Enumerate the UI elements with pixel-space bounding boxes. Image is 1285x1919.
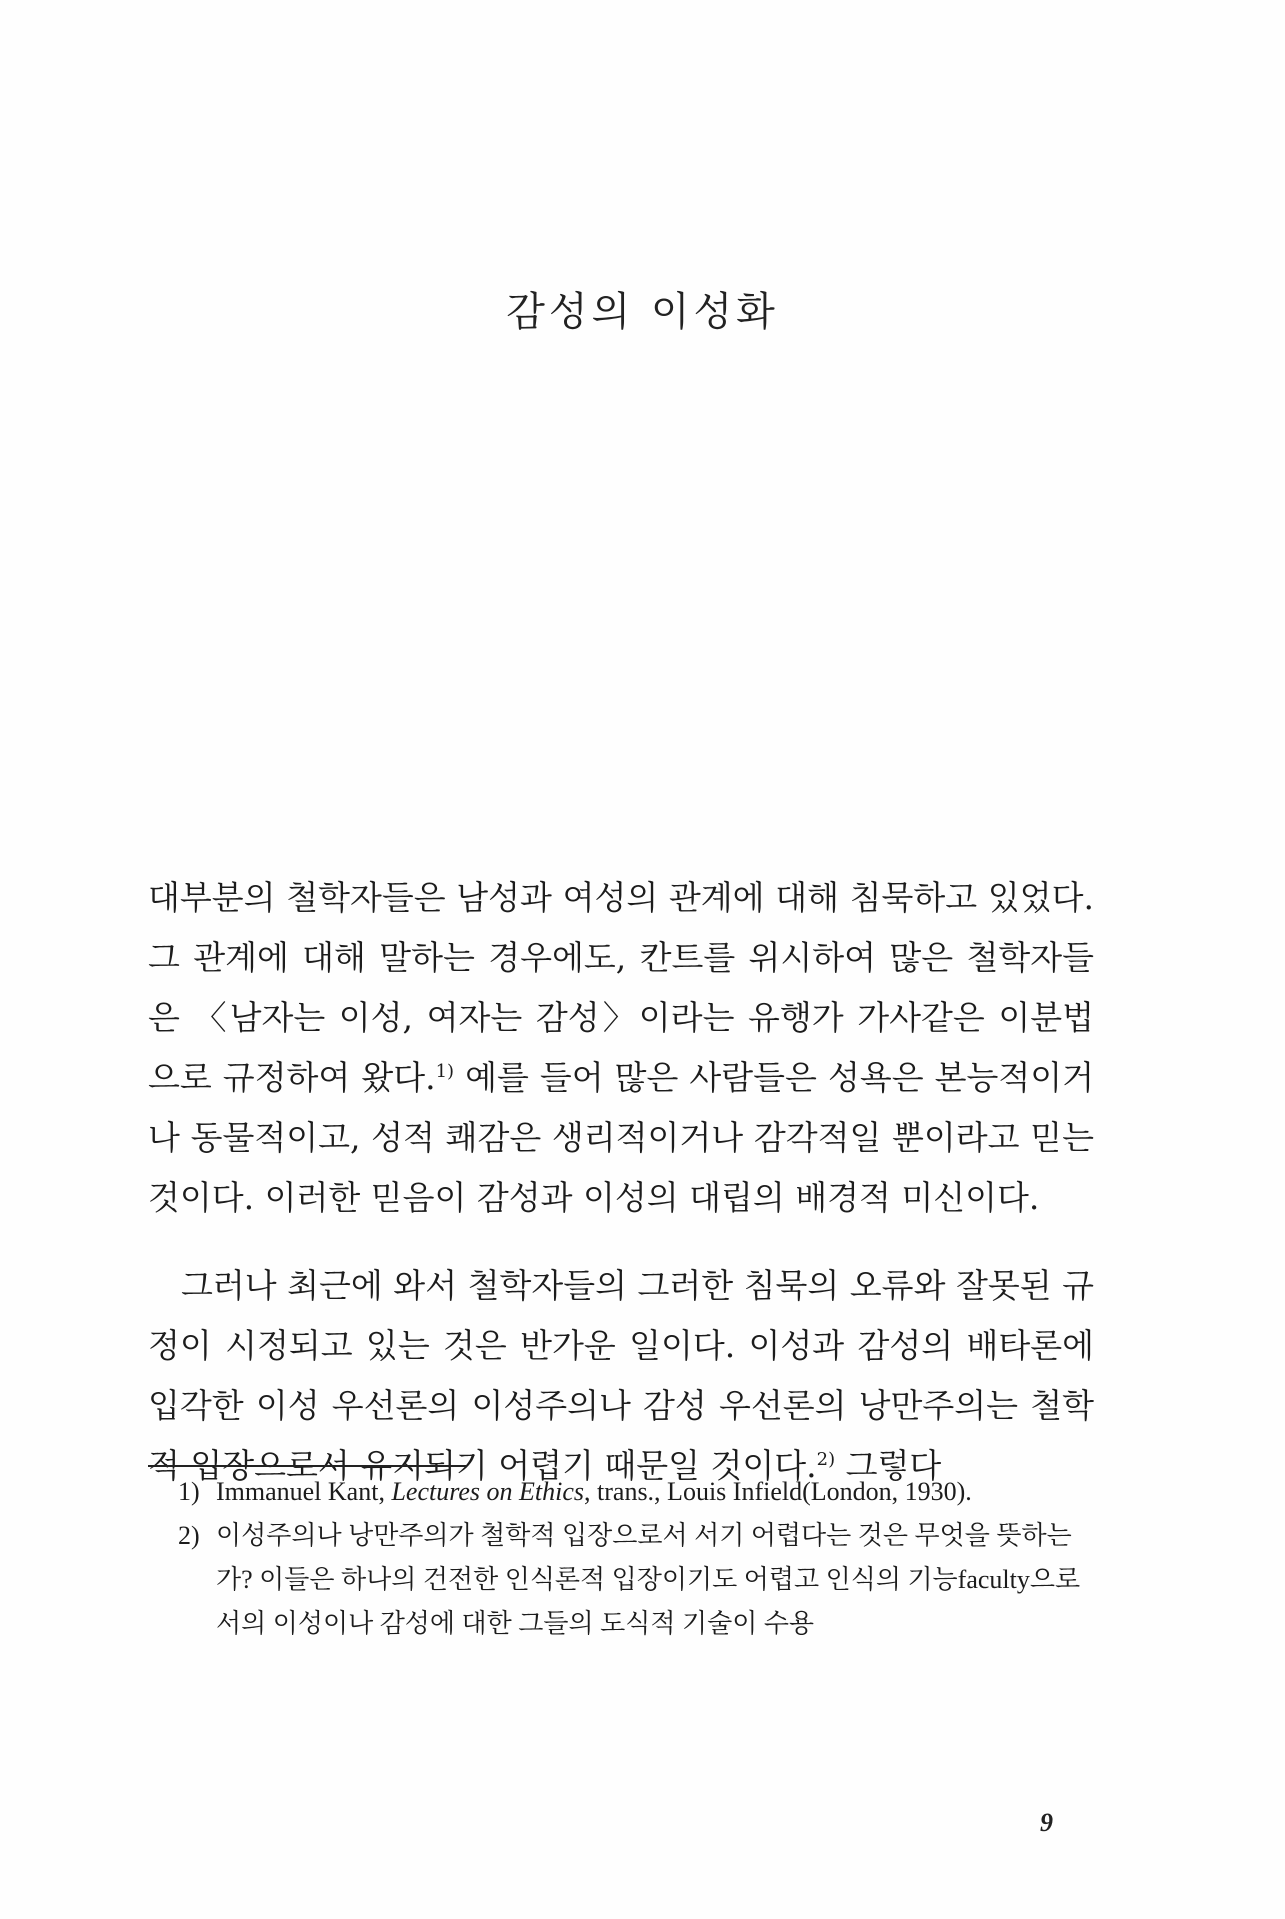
paragraph-2 — [148, 1256, 1094, 1496]
footnote-divider — [148, 1465, 466, 1467]
footnote-number: 1) — [178, 1477, 200, 1506]
paragraph-text: 그렇다 — [835, 1446, 942, 1485]
footnote-number: 2) — [178, 1521, 200, 1550]
paragraph-text: 예를 들어 많은 사람들은 성욕은 본능적이거나 동물적이고, 성적 쾌감은 생리적이거나 감각적일 뿐이라고 믿는 것이다. 이러한 믿음이 감성과 이성의 대립의 배경적 미신이다. — [148, 1058, 1094, 1217]
body-text — [148, 868, 1094, 1496]
footnote-text — [216, 1514, 1094, 1646]
chapter-title: 감성의 이성화 — [506, 289, 779, 335]
footnote-2 — [148, 1514, 1094, 1646]
book-title: Lectures on Ethics — [391, 1477, 585, 1506]
footnote-1 — [148, 1470, 1094, 1514]
footnote-text-part: Immanuel Kant, — [216, 1477, 392, 1506]
footnote-text-part: , trans., Louis Infield(London, 1930). — [584, 1477, 972, 1506]
footnotes — [148, 1470, 1094, 1646]
footnote-reference: 1) — [435, 1061, 455, 1082]
paragraph-1 — [148, 868, 1094, 1228]
paragraph-text: 그러나 최근에 와서 철학자들의 그러한 침묵의 오류와 잘못된 규정이 시정되고 있는 것은 반가운 일이다. 이성과 감성의 배타론에 입각한 이성 우선론의 이성주의나 감성 우선론의 낭만주의는 철학적 입장으로서 유지되기 어렵기 때문일 것이다. — [148, 1266, 1094, 1485]
page-number: 9 — [1040, 1808, 1053, 1837]
footnote-text — [216, 1470, 1094, 1514]
paragraph-text: 대부분의 철학자들은 남성과 여성의 관계에 대해 침묵하고 있었다. 그 관계에 대해 말하는 경우에도, 칸트를 위시하여 많은 철학자들은 〈남자는 이성, 여자는 감성〉이라는 유행가 가사같은 이분법으로 규정하여 왔다. — [148, 878, 1094, 1097]
footnote-text-part: 이성주의나 낭만주의가 철학적 입장으로서 서기 어렵다는 것은 무엇을 뜻하는가? 이들은 하나의 건전한 인식론적 입장이기도 어렵고 인식의 기능faculty으로서의 이성이나 감성에 대한 그들의 도식적 기술이 수용 — [216, 1521, 1081, 1638]
footnote-reference: 2) — [816, 1449, 836, 1470]
